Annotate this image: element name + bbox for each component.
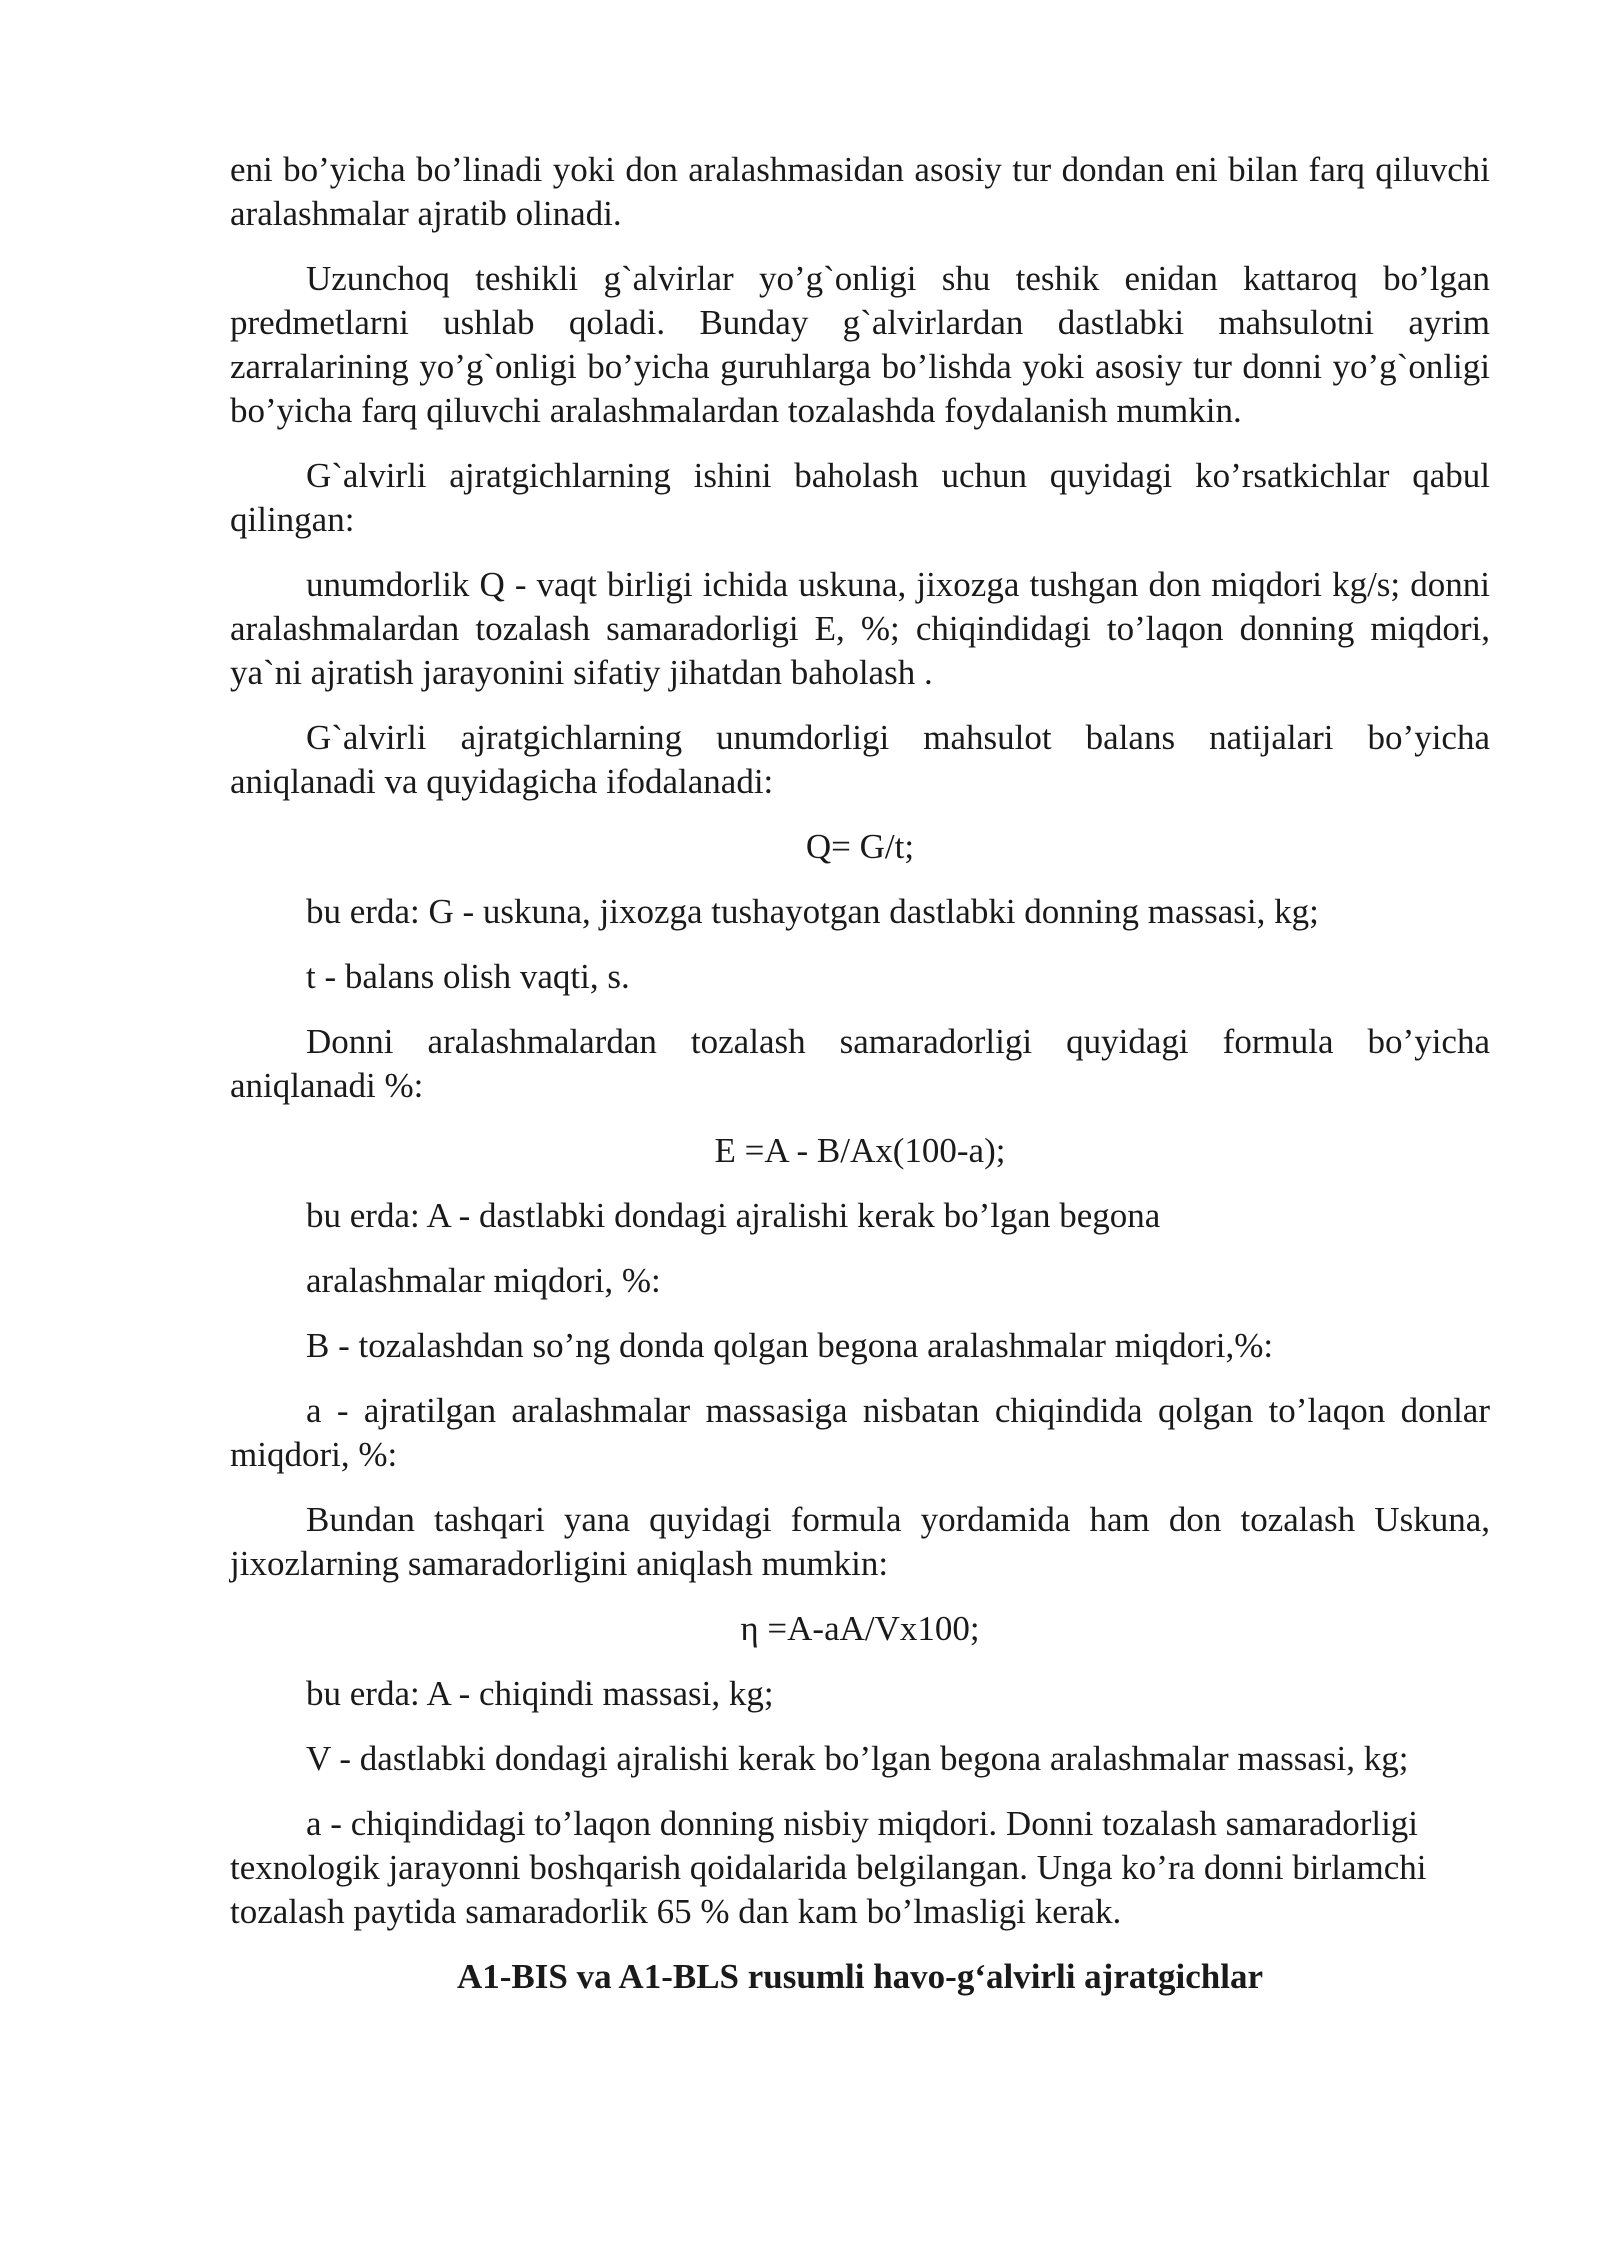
document-page: [230, 148, 1490, 1999]
paragraph: a - chiqindidagi to’laqon donning nisbiy miqdori. Donni tozalash samaradorligi texnologik jarayonni boshqarish qoidalarida belgilangan. Unga ko’ra donni birlamchi tozalash paytida samaradorlik 65 % dan kam bo’lmasligi kerak.: [230, 1804, 1427, 1931]
paragraph: Uzunchoq teshikli g`alvirlar yo’g`onligi shu teshik enidan kattaroq bo’lgan predmetlarni ushlab qoladi. Bunday g`alvirlardan dastlabki mahsulotni ayrim zarralarining yo’g`onligi bo’yicha guruhlarga bo’lishda yoki asosiy tur donni yo’g`onligi bo’yicha farq qiluvchi aralashmalardan tozalashda foydalanish mumkin.: [230, 259, 1490, 430]
paragraph: bu erda: A - chiqindi massasi, kg;: [306, 1674, 774, 1713]
formula-productivity: Q= G/t;: [805, 827, 915, 866]
paragraph: bu erda: G - uskuna, jixozga tushayotgan dastlabki donning massasi, kg;: [306, 892, 1319, 931]
paragraph: V - dastlabki dondagi ajralishi kerak bo’lgan begona aralashmalar massasi, kg;: [306, 1739, 1409, 1778]
paragraph: a - ajratilgan aralashmalar massasiga nisbatan chiqindida qolgan to’laqon donlar miqdori, %:: [230, 1391, 1490, 1474]
paragraph: B - tozalashdan so’ng donda qolgan begona aralashmalar miqdori,%:: [306, 1326, 1274, 1365]
paragraph: G`alvirli ajratgichlarning unumdorligi mahsulot balans natijalari bo’yicha aniqlanadi va quyidagicha ifodalanadi:: [230, 718, 1490, 801]
paragraph: aralashmalar miqdori, %:: [306, 1261, 661, 1300]
paragraph: eni bo’yicha bo’linadi yoki don aralashmasidan asosiy tur dondan eni bilan farq qiluvchi aralashmalar ajratib olinadi.: [230, 150, 1490, 233]
formula-efficiency: E =A - B/Ax(100-a);: [714, 1131, 1006, 1170]
section-heading: A1-BIS va A1-BLS rusumli havo-g‘alvirli ajratgichlar: [457, 1957, 1263, 1996]
paragraph: unumdorlik Q - vaqt birligi ichida uskuna, jixozga tushgan don miqdori kg/s; donni aralashmalardan tozalash samaradorligi E, %; chiqindidagi to’laqon donning miqdori, ya`ni ajratish jarayonini sifatiy jihatdan baholash .: [230, 565, 1490, 692]
paragraph: t - balans olish vaqti, s.: [306, 957, 630, 996]
paragraph: G`alvirli ajratgichlarning ishini baholash uchun quyidagi ko’rsatkichlar qabul qilingan:: [230, 456, 1490, 539]
paragraph: Bundan tashqari yana quyidagi formula yordamida ham don tozalash Uskuna, jixozlarning samaradorligini aniqlash mumkin:: [230, 1500, 1490, 1583]
formula-eta: η =A-aA/Vx100;: [740, 1609, 980, 1648]
paragraph: bu erda: A - dastlabki dondagi ajralishi kerak bo’lgan begona: [306, 1196, 1161, 1235]
paragraph: Donni aralashmalardan tozalash samaradorligi quyidagi formula bo’yicha aniqlanadi %:: [230, 1022, 1490, 1105]
